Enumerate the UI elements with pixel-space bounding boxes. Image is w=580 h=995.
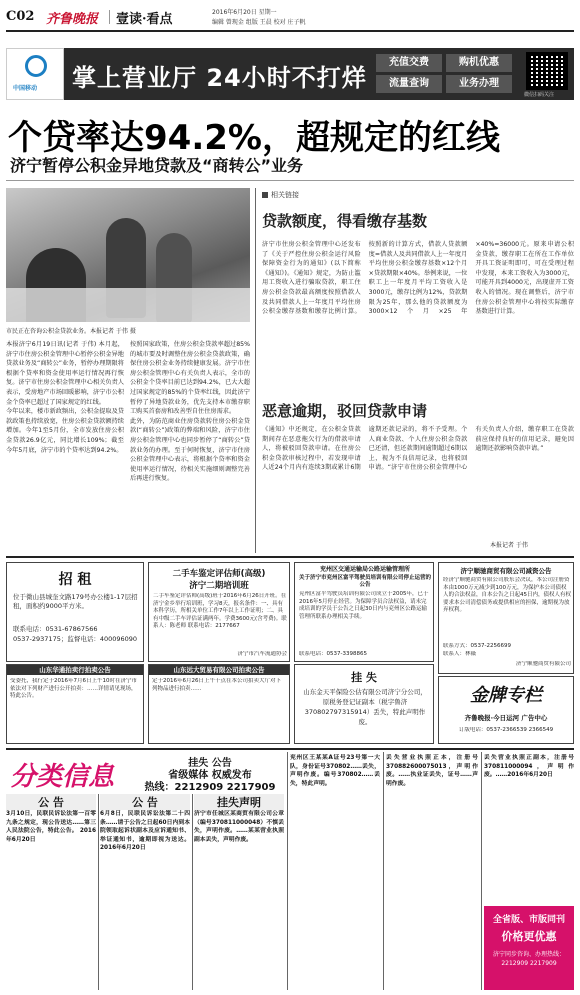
rent-title: 招 租 — [58, 572, 92, 588]
reduce-text: 经济宁顺驰商贸有限公司股东会决议，本公司注册资本由1000万元减少到100万元，为保护本公司债权人的合法权益，自本公告之日起45日内，债权人有权要求本公司清偿债务或提供相应的担保，逾期视为放弃权利。 — [443, 577, 571, 613]
transport-title: 兖州区交通运输局公路运输管理所 — [319, 566, 410, 573]
classified-logo: 分类信息 — [10, 762, 115, 792]
related-icon — [262, 192, 268, 198]
reduce-title: 济宁顺驰商贸有限公司减资公告 — [460, 567, 552, 575]
china-mobile-logo — [6, 48, 64, 100]
rent-phone-2: 0537-2937175；监督电话：400096090 — [13, 635, 138, 643]
transport-phone: 联系电话：0537-3398865 — [299, 651, 367, 657]
qr-code-icon — [526, 52, 568, 90]
classified-col-1: 3月10日，民联民诉讼法第一百零九条之规定，现公告送达……第三人民法院公告，特此公告。 2016年6月20日 — [6, 811, 96, 843]
classified-header-mid: 省级媒体 权威发布 — [168, 770, 252, 781]
ad-button-grid — [376, 54, 516, 94]
gold-column-ad[interactable] — [438, 676, 574, 744]
photo-caption: 市民正在咨询公积金贷款业务。本报记者 于伟 摄 — [6, 328, 136, 335]
column-divider — [255, 188, 256, 553]
qr-caption: 微信扫码关注 — [524, 92, 555, 98]
paper-logo: 齐鲁晚报 — [46, 12, 99, 27]
classified-header — [6, 752, 284, 793]
hotline-label: 热线： — [144, 782, 175, 793]
classified-promo[interactable] — [484, 906, 574, 990]
mobile-logo-icon — [25, 55, 47, 77]
reduce-contact: 联系方式：0537-2256699 — [443, 643, 511, 649]
classified-col2-title: 公 告 — [100, 794, 190, 810]
training-title: 二手车鉴定评估师(高级) — [172, 569, 266, 579]
section1-title: 贷款额度，得看缴存基数 — [262, 212, 428, 230]
transport-text: 兖州区富平驾驶员培训有限公司成立于2005年，已于2016年5月停止经营。为保障学员合法权益，请未完成培训的学员于公告之日起30日内与兖州区公路运输管理所联系办理相关手续。 — [299, 591, 429, 620]
classified-col1-title: 公 告 — [6, 794, 96, 810]
training-ad[interactable] — [148, 562, 290, 662]
gold-phone: 订版电话：0537-2366539 2366549 — [458, 727, 554, 733]
training-subtitle: 济宁二期培训班 — [189, 581, 249, 591]
ad-button-data[interactable]: 流量查询 — [376, 75, 442, 93]
editors-line: 编辑 曾现金 组版 王晨 校对 庄子帆 — [212, 19, 306, 26]
classified-divider — [98, 794, 99, 990]
auction-left-text: 受委托，我行定于2016年7月6日上午10时在济宁市依法对下列财产进行公开拍卖：……详情请见现场，特此公告。 — [10, 678, 137, 699]
classified-col3-title: 挂失声明 — [194, 794, 284, 810]
gold-title: 金牌专栏 — [470, 685, 542, 706]
ad-button-recharge[interactable]: 充值交费 — [376, 54, 442, 72]
loss-text: 山东金天平保险公估有限公司济宁分公司，原税务登记证副本（税字鲁济370802797315914）丢失，特此声明作废。 — [303, 688, 427, 726]
rent-contact-label: 联系电话： — [13, 625, 46, 633]
loss-title: 挂 失 — [351, 671, 377, 684]
article-column-1 — [6, 340, 124, 555]
classified-divider — [287, 752, 288, 990]
promo-title: 全省版、市版同刊 — [492, 915, 565, 925]
article-column-2 — [130, 340, 250, 555]
section2-text: 《通知》中还规定，在公积金贷款期间存在恶意拖欠行为的借款申请人，将被驳回贷款申请。在住房公积金贷款审核过程中，若发现申请人近24个月内有连续3期或累计6期逾期还款记录的，将不予受理。个人商业贷款、个人住房公积金贷款已还清，但还款期间逾期超过6期以上，视为不良信用记录，也将驳回申请。“济宁市住房公积金管理中心有关负责人介绍，缴存职工在贷款前应保持良好的信用记录，避免因逾期还款影响贷款申请。” — [262, 426, 574, 472]
hotline-number: 2212909 2217909 — [174, 782, 276, 793]
divider — [109, 10, 110, 24]
auction-mid-text: 定于2016年6月26日上午十点在本公司拍卖大厅对下列物品进行拍卖…… — [152, 678, 281, 692]
ads-bottom-rule — [6, 748, 574, 750]
mobile-ad-banner[interactable] — [6, 48, 574, 100]
rent-contact — [13, 625, 139, 634]
article-para-1: 本报济宁6月19日讯(记者 于伟) 本月起，济宁市住房公积金管理中心暂停公积金异地贷款业务及“商转公”业务，暂停办理期限将根据个贷率和资金使用率运行情况再行恢复。济宁市住房公积金管理中心相关负责人表示，受房地产市场回暖影响，济宁市公积金个贷率已超过了国家规定的红线。 — [6, 341, 124, 406]
section-name: 壹读·看点 — [116, 12, 173, 27]
classified-divider — [192, 794, 193, 990]
ad-slogan: 掌上营业厅 24小时不打烊 — [72, 64, 367, 92]
article-para-4: 此外，为防范商业住房贷款转住房公积金贷款(“商转公”)政策的弊端和风险，济宁市住房公积金管理中心也同步暂停了“商转公”贷款业务的办理。至于何时恢复，济宁市住房公积金管理中心表示，将根据个贷率和资金使用率运行情况，待相关实施细则调整完善后再进行恢复。 — [130, 417, 250, 483]
auction-notice-mid[interactable] — [148, 664, 290, 744]
section1-text: 济宁市住房公积金管理中心还发布了《关于严控住房公积金运行风险保障资金行为的通知》(以下简称《通知》)。《通知》规定，为防止滥用工资收入进行骗取贷款，职工住房公积金贷款最高额度按照借款人及共同借款人上一年度月平均住房公积金缴存基数和缴存比例计算。按照新的计算方式，借款人贷款额度=借款人及共同借款人上一年度月平均住房公积金缴存基数×12个月×贷款期限×40%。举例来说，一位职工上一年度月平均工资收入是3000元，缴存比例为12%，贷款期限为25年，那么他的贷款额度为3000×12个月×25年×40%=36000元。原来申请公积金贷款，缴存职工在所在工作单位开具工资证明即可，可在受理过程中发现，本来工资收入为3000元，可能开具到4000元，出现虚开工资收入的情况。现在调整后，济宁市住房公积金管理中心将按实际缴存基数进行计算。 — [262, 241, 574, 316]
auction-notice-left[interactable] — [6, 664, 144, 744]
photo-counter — [6, 288, 250, 322]
section2-title: 恶意逾期，驳回贷款申请 — [262, 402, 428, 420]
rent-text: 位于微山县城奎文路179号办公楼1-17层招租，面积约9000平方米。 — [13, 593, 138, 610]
page-header — [6, 6, 576, 28]
page-number: C02 — [6, 9, 35, 24]
brand-name: 中国移动 — [13, 85, 38, 92]
reduce-footer: 济宁顺驰商贸有限公司 — [515, 661, 571, 667]
promo-sub: 价格更优惠 — [501, 930, 557, 943]
classified-col-2: 6月8日，民联民诉讼法第二十四条……请于公告之日起60日内到本院领取起诉状副本及应诉通知书、举证通知书，逾期即视为送达。 2016年6月20日 — [100, 811, 190, 852]
date-line: 2016年6月20日 星期一 — [212, 9, 277, 16]
classified-divider — [481, 752, 482, 990]
auction-left-title: 山东华通拍卖行拍卖公告 — [7, 665, 143, 675]
training-footer: 济宁市汽车流通协会 — [237, 651, 287, 657]
ad-button-phones[interactable]: 购机优惠 — [446, 54, 512, 72]
classified-hotline — [136, 778, 284, 793]
classified-col-3: 济宁市任城区某商贸有限公司公章（编号370811000048）不慎丢失，声明作废。……某某营业执照副本丢失，声明作废。 — [194, 811, 284, 843]
capital-reduction-notice[interactable] — [438, 562, 574, 674]
transport-subtitle: 关于济宁市兖州区富平驾驶员培训有限公司停止运营的公告 — [298, 575, 431, 588]
classified-col-4: 兖州区王某某A证号23号第一大队，身份证号370802……丢失，声明作废。编号370802……丢失，特此声明。 — [290, 755, 380, 787]
reporter-sign: 本报记者 于伟 — [490, 542, 528, 549]
reduce-person: 联系人：林薇 — [443, 651, 477, 657]
headline: 个贷率达94.2%，超规定的红线 — [8, 118, 500, 158]
related-text: 相关链接 — [271, 191, 299, 199]
subheadline: 济宁暂停公积金异地贷款及“商转公”业务 — [10, 156, 304, 175]
gold-sub: 齐鲁晚报·今日运河 广告中心 — [464, 714, 548, 722]
news-photo — [6, 188, 250, 322]
headline-rule — [6, 180, 574, 181]
transport-notice[interactable] — [294, 562, 434, 662]
classified-col-5: 丢失营业执照正本，注册号370882600075013，声明作废。……执业证丢失，证号……声明作废。 — [386, 755, 478, 787]
loss-notice[interactable] — [294, 664, 434, 744]
classified-header-top: 挂失 公告 — [188, 758, 232, 769]
ad-button-services[interactable]: 业务办理 — [446, 75, 512, 93]
header-rule — [6, 30, 574, 32]
classified-col-6: 丢失营业执照正副本，注册号370811000094，声明作废。……2016年6月20日 — [484, 755, 574, 779]
rent-phone: 0531-67867566 — [45, 625, 98, 633]
classified-divider — [383, 752, 384, 990]
article-para-2: 今年以来，楼市新政频出，公积金提取及贷款政策也持续放宽，住房公积金贷款额持续增加。今年1至5月份，全市发放住房公积金贷款26.9亿元，同比增长109%；截至今年5月底，济宁市的个贷率达到94.2%。 — [6, 408, 124, 454]
training-text: 二手车鉴定评估师(高级)班于2016年6月26日开班。在济宁金乡举行培训班，学习8天，报名条件：一、具有本科学历，所相关单位工作7年以上工作证明；二、具有中级二手车评估证满两年。学费3600元(含考费)。联系人：陈老师 联系电话：2177667 — [153, 593, 287, 629]
auction-mid-title: 山东远大贸易有限公司拍卖公告 — [149, 665, 289, 675]
promo-phone: 济宁同步咨询、办理热线：2212909 2217909 — [492, 951, 565, 967]
article-para-3: 按照国家政策，住房公积金贷款率超过85%的城市要及时调整住房公积金贷款政策，确保住房公积金业务持续健康发展。济宁市住房公积金管理中心有关负责人表示，全市的公积金个贷率目前已达到94.2%，已大大超过国家规定的85%的个贷率红线，因此济宁暂停了异地贷款业务，优先支持本市缴存职工购买首套房和改善型自住住房需求。 — [130, 341, 250, 416]
rent-ad[interactable] — [6, 562, 144, 662]
article-bottom-rule — [6, 556, 574, 558]
